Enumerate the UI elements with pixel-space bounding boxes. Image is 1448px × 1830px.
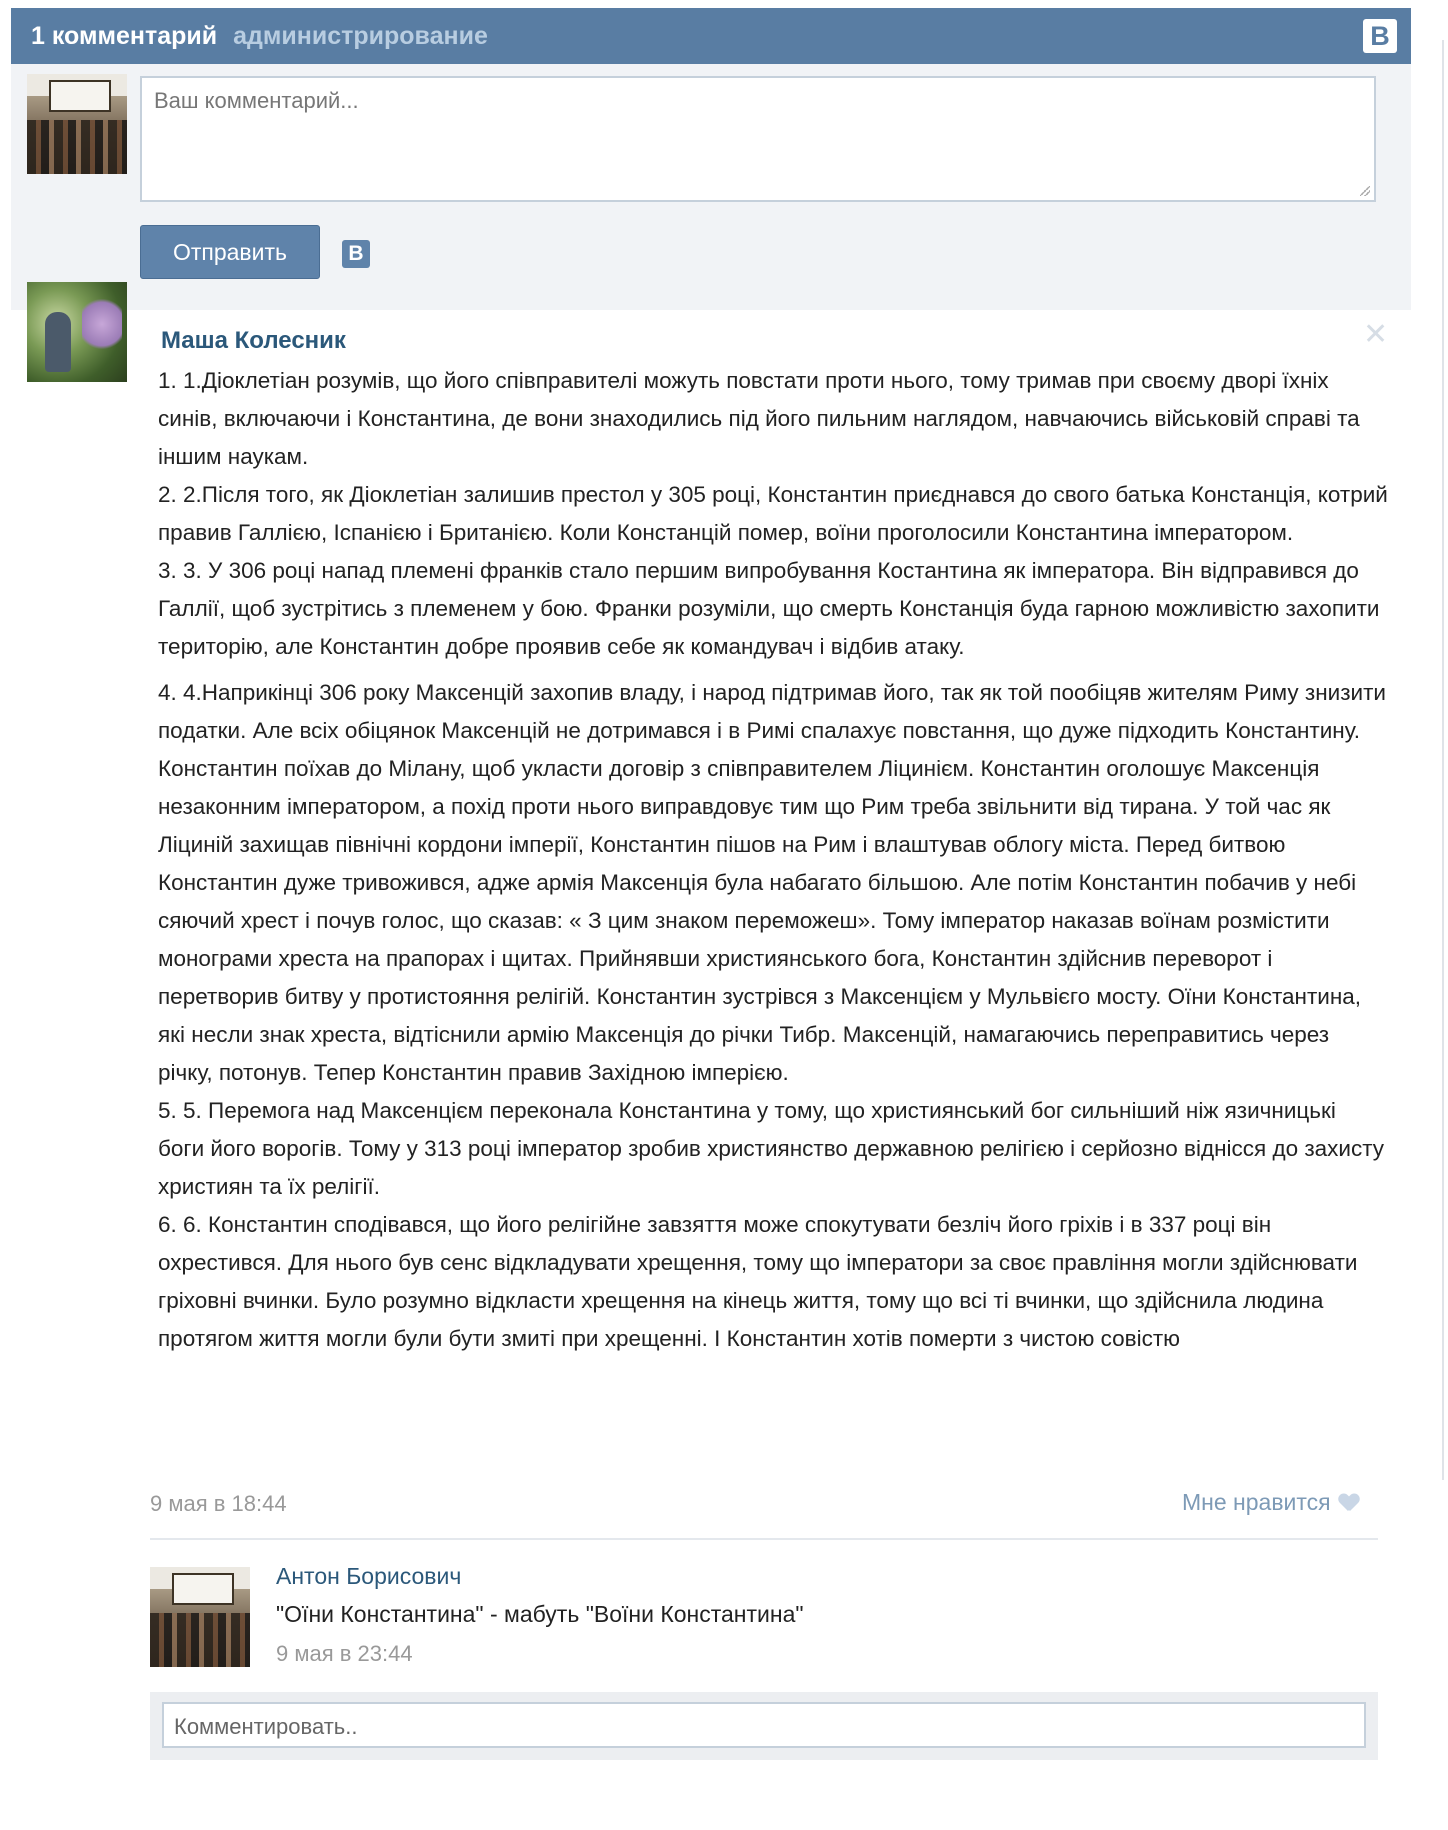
comment-author-avatar[interactable] [27,282,127,382]
vk-logo-icon[interactable]: В [1363,19,1397,53]
comment-textarea-placeholder: Ваш комментарий... [154,88,359,113]
comment-count: 1 комментарий [31,21,218,50]
comment-paragraph: 3. 3. У 306 році напад племені франків стало першим випробування Костантина як імператора. Він відправився до Галлії, щоб зустрітись з племенем у бою. Франки розуміли, що смерть Констанція буда гарною можливістю захопити територію, але Константин добре проявив себе як командувач і відбив атаку. [158,558,1380,659]
comment-author-name[interactable]: Маша Колесник [161,327,346,354]
comment-paragraph: 4. 4.Наприкінці 306 року Максенцій захопив владу, і народ підтримав його, так як той пообіцяв жителям Риму знизити податки. Але всіх обіцянок Максенцій не дотримався і в Римі спалахує повстання, що дуже підходить Константину. Константин поїхав до Мілану, щоб укласти договір з співправителем Ліцинієм. Константин оголошує Максенція незаконним імператором, а похід проти нього виправдовує тим що Рим треба звільнити від тирана. У той час як Ліциній захищав північні кордони імперії, Константин пішов на Рим і влаштував облогу міста. Перед битвою Константин дуже тривожився, адже армія Максенція була набагато більшою. Але потім Константин побачив у небі сяючий хрест і почув голос, що сказав: « З цим знаком переможеш». Тому імператор наказав воїнам розмістити монограми хреста на прапорах і щитах. Прийнявши християнського бога, Константин здійснив переворот і перетворив битву у протистояння релігій. Константин зустрівся з Максенцієм у Мульвієго мосту. Оїни Константина, які несли знак хреста, відтіснили армію Максенція до річки Тибр. Максенцій, намагаючись переправитись через річку, потонув. Тепер Константин правив Західною імперією. [158,680,1386,1085]
reply-input-placeholder: Комментировать.. [174,1714,358,1739]
resize-grip-icon[interactable] [1360,186,1370,196]
like-label: Мне нравится [1182,1489,1331,1515]
reply-author-avatar[interactable] [150,1567,250,1667]
submit-button[interactable]: Отправить [140,225,320,279]
comment-paragraph: 5. 5. Перемога над Максенцієм переконала Константина у тому, що християнський бог сильніший ніж язичницькі боги його ворогів. Тому у 313 році імператор зробив християнство державною релігією і серйозно віднісся до захисту християн та їх релігії. [158,1098,1385,1199]
comments-header [11,8,1411,64]
comment-paragraph: 1. 1.Діоклетіан розумів, що його співправителі можуть повстати проти нього, тому тримав при своєму дворі їхніх синів, включаючи і Константина, де вони знаходились під його пильним наглядом, навчаючись військовій справі та іншим наукам. [158,368,1360,469]
vk-share-icon[interactable]: В [342,240,370,268]
reply-divider [150,1538,1378,1540]
admin-link[interactable]: администрирование [233,21,488,50]
current-user-avatar[interactable] [27,74,127,174]
comment-textarea[interactable] [140,76,1376,202]
comment-paragraph: 6. 6. Константин сподівався, що його релігійне завзяття може спокутувати безліч його гріхів і в 337 році він охрестився. Для нього був сенс відкладувати хрещення, тому що імператори за своє правління могли здійснювати гріховні вчинки. Було розумно відкласти хрещення на кінець життя, тому що всі ті вчинки, що здійснила людина протягом життя могли були бути змиті при хрещенні. І Константин хотів померти з чистою совістю [158,1212,1358,1351]
like-button[interactable] [1182,1489,1359,1516]
comment-date[interactable]: 9 мая в 18:44 [150,1491,287,1516]
reply-date[interactable]: 9 мая в 23:44 [276,1641,413,1666]
delete-comment-icon[interactable]: ✕ [1363,318,1389,351]
heart-icon [1339,1494,1359,1512]
comment-body [158,362,1388,1358]
page-scrollbar-edge [1442,40,1444,1480]
reply-text: "Оїни Константина" - мабуть "Воїни Константина" [276,1601,804,1627]
reply-composer [150,1692,1378,1760]
reply-author-name[interactable]: Антон Борисович [276,1563,462,1589]
reply-input[interactable] [162,1702,1366,1748]
comment-paragraph: 2. 2.Після того, як Діоклетіан залишив престол у 305 році, Константин приєднався до свого батька Констанція, котрий правив Галлією, Іспанією і Британією. Коли Констанцій помер, воїни проголосили Константина імператором. [158,482,1388,545]
